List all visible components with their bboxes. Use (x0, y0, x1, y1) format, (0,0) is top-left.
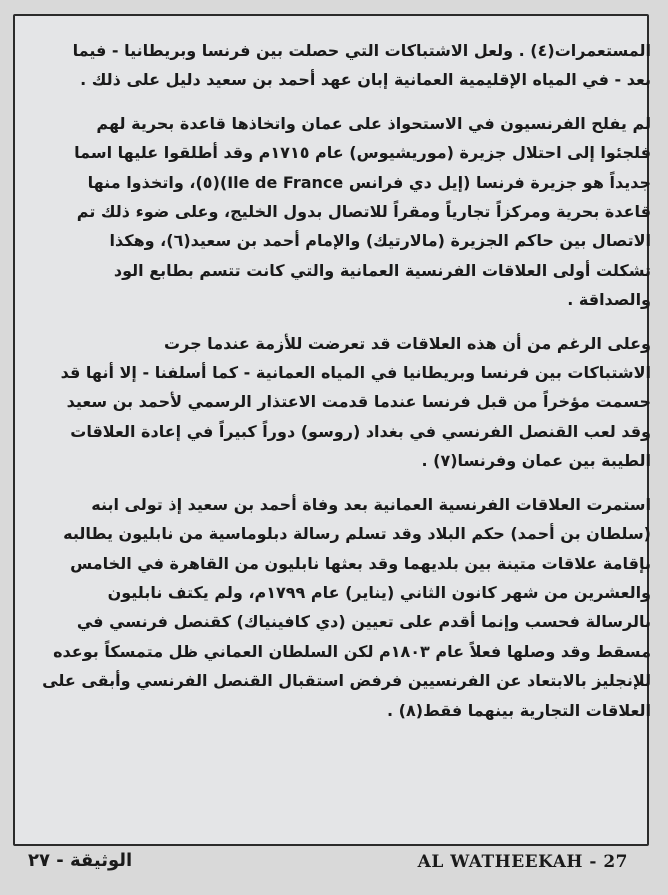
paragraph-3 (39, 329, 651, 476)
paragraph-4 (39, 490, 651, 725)
paragraph-line: فلجئوا إلى احتلال جزيرة (موريشيوس) عام ١٧١٥م وقد أطلقوا عليها اسما (74, 143, 651, 163)
paragraph-line: الطيبة بين عمان وفرنسا(٧) . (421, 451, 651, 471)
paragraph-line: بإقامة علاقات متينة بين بلديهما وقد بعثها نابليون من القاهرة في الخامس (70, 553, 651, 573)
paragraph-line: تشكلت أولى العلاقات الفرنسية العمانية والتي كانت تتسم بطابع الود (113, 260, 651, 280)
paragraph-line: قاعدة بحرية ومركزاً تجارياً ومقراً للاتصال بدول الخليج، وعلى ضوء ذلك تم (76, 202, 651, 222)
paragraph-line: وقد لعب القنصل الفرنسي في بغداد (روسو) دوراً كبيراً في إعادة العلاقات (70, 421, 651, 441)
paragraph-line: المستعمرات(٤) . ولعل الاشتباكات التي حصلت بين فرنسا وبريطانيا - فيما (72, 41, 651, 60)
paragraph-line: بعد - في المياه الإقليمية العمانية إبان عهد أحمد بن سعيد دليل على ذلك . (80, 70, 651, 90)
footer-english-title: AL WATHEEKAH - 27 (417, 852, 628, 872)
paragraph-line: وعلى الرغم من أن هذه العلاقات قد تعرضت للأزمة عندما جرت (164, 333, 651, 353)
paragraph-line: العلاقات التجارية بينهما فقط(٨) . (387, 700, 651, 720)
paragraph-2 (39, 109, 651, 315)
body-text (39, 36, 651, 725)
paragraph-1 (39, 36, 651, 95)
paragraph-line: استمرت العلاقات الفرنسية العمانية بعد وفاة أحمد بن سعيد إذ تولى ابنه (91, 494, 651, 514)
paragraph-line: لم يفلح الفرنسيون في الاستحواذ على عمان واتخاذها قاعدة بحرية لهم (96, 113, 651, 133)
paragraph-line: حسمت مؤخراً من قبل فرنسا عندما قدمت الاعتذار الرسمي لأحمد بن سعيد (66, 392, 651, 412)
paragraph-line: للإنجليز بالابتعاد عن الفرنسيين فرفض استقبال القنصل الفرنسي وأبقى على (42, 671, 651, 691)
page-footer (0, 848, 668, 888)
paragraph-line: بالرسالة فحسب وإنما أقدم على تعيين (دي كافينياك) كقنصل فرنسي في (76, 612, 651, 632)
paragraph-line: والصداقة . (567, 290, 651, 310)
page-frame (13, 14, 649, 846)
paragraph-line: (سلطان بن أحمد) حكم البلاد وقد تسلم رسالة دبلوماسية من نابليون يطالبه (63, 524, 651, 544)
paragraph-line: مسقط وقد وصلها فعلاً عام ١٨٠٣م لكن السلطان العماني ظل متمسكاً بوعده (53, 641, 651, 661)
footer-arabic-title: الوثيقة - ٢٧ (28, 850, 133, 871)
paragraph-line: والعشرين من شهر كانون الثاني (يناير) عام ١٧٩٩م، ولم يكتف نابليون (107, 582, 651, 602)
paragraph-line: الاتصال بين حاكم الجزيرة (مالارتيك) والإمام أحمد بن سعيد(٦)، وهكذا (109, 231, 651, 251)
paragraph-line: الاشتباكات بين فرنسا وبريطانيا في المياه العمانية - كما أسلفنا - إلا أنها قد (60, 363, 651, 383)
paragraph-line: جديداً هو جزيرة فرنسا (إيل دي فرانس Ile de France)(٥)، واتخذوا منها (87, 172, 651, 192)
